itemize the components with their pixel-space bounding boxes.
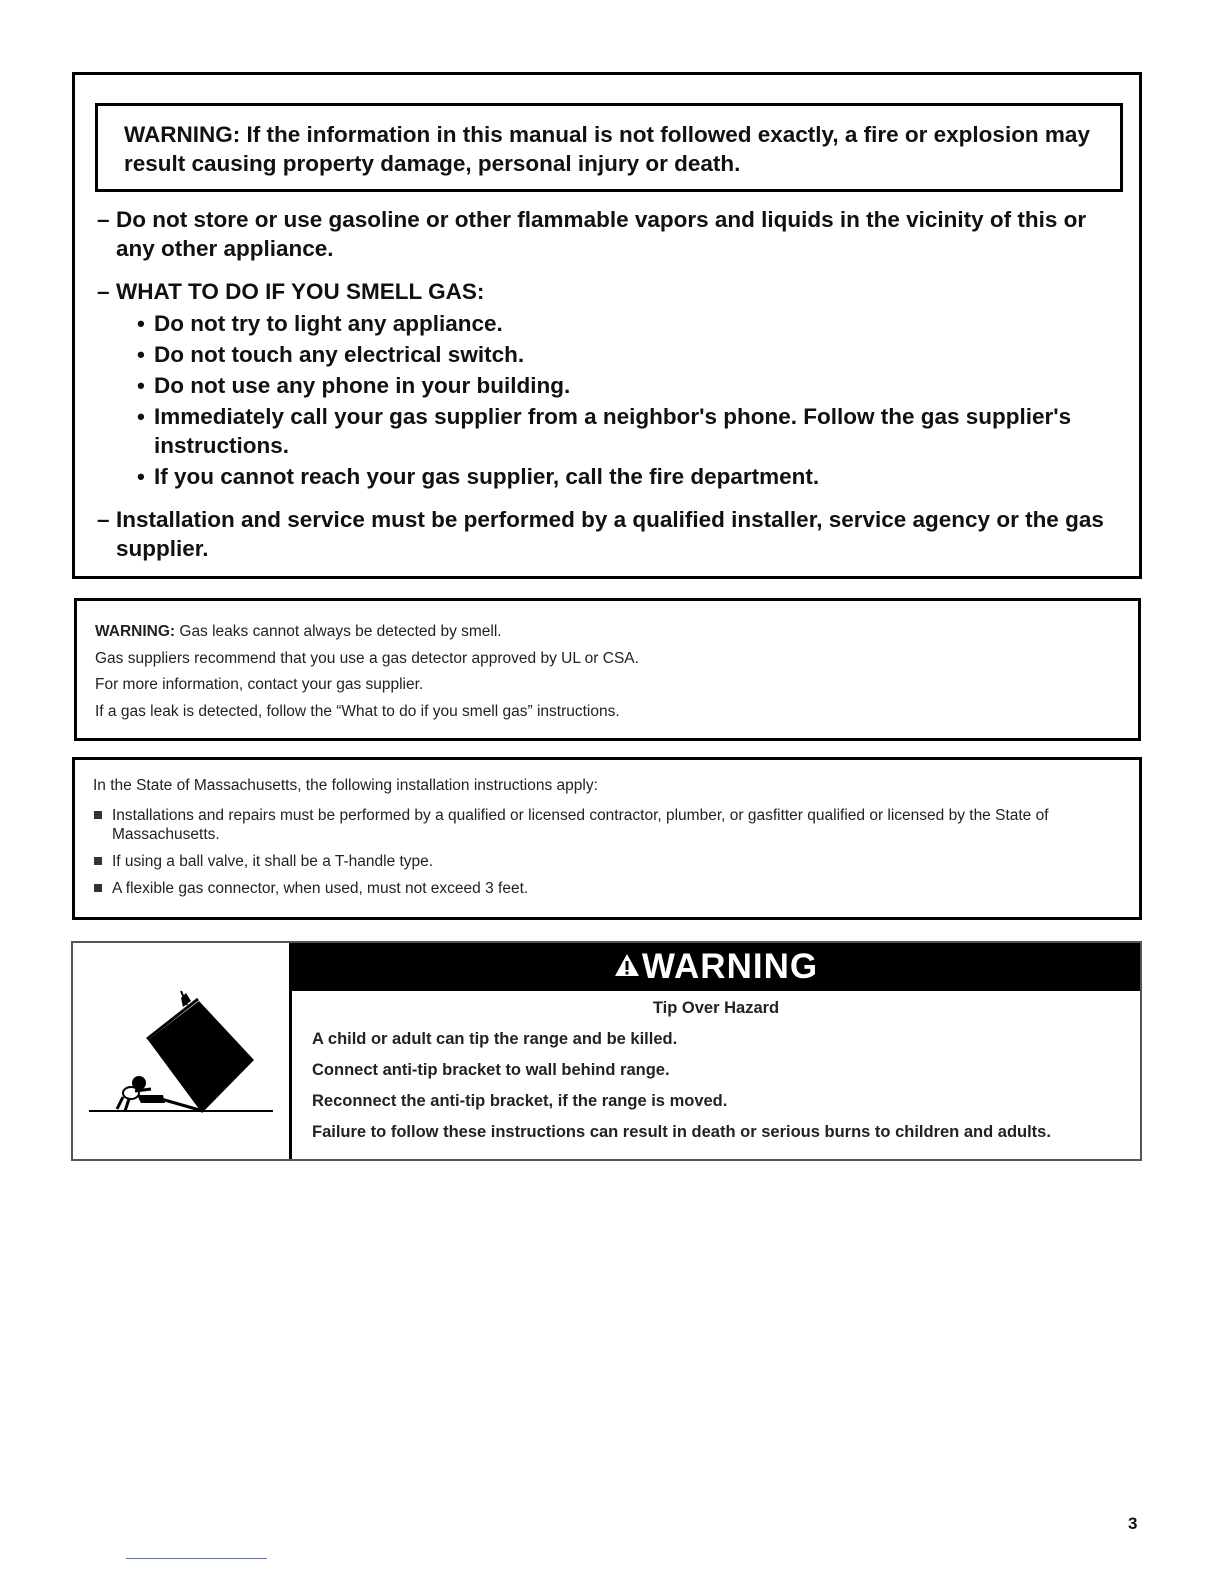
gas-step-text: Do not use any phone in your building. xyxy=(154,373,571,398)
warning-item-smell-gas xyxy=(97,277,1127,491)
gas-step xyxy=(116,340,1127,369)
square-bullet-icon xyxy=(94,884,102,892)
gas-step-text: Do not touch any electrical switch. xyxy=(154,342,525,367)
warning-item-text: Do not store or use gasoline or other flammable vapors and liquids in the vicinity of this or any other appliance. xyxy=(116,207,1087,261)
gas-step xyxy=(116,371,1127,400)
tip-over-line: Connect anti-tip bracket to wall behind range. xyxy=(312,1061,670,1079)
tip-over-line: Failure to follow these instructions can result in death or serious burns to children and adults. xyxy=(312,1123,1051,1141)
gas-step xyxy=(116,309,1127,338)
massachusetts-item xyxy=(93,852,1122,871)
gas-leak-label: WARNING: xyxy=(95,623,176,640)
gas-step xyxy=(116,402,1127,460)
square-bullet-icon xyxy=(94,857,102,865)
dash-marker: – xyxy=(97,207,110,232)
gas-leak-notice-box xyxy=(74,598,1141,741)
tip-over-illustration xyxy=(73,943,289,1159)
main-warning-header: WARNING: If the information in this manual is not followed exactly, a fire or explosion may result causing property damage, personal injury or death. xyxy=(95,103,1123,192)
main-warning-box xyxy=(72,72,1142,579)
page-number: 3 xyxy=(1128,1514,1138,1533)
square-bullet-icon xyxy=(94,811,102,819)
tip-over-lines xyxy=(312,1029,1132,1153)
tip-over-text-panel xyxy=(292,943,1140,1159)
gas-leak-first-line: Gas leaks cannot always be detected by smell. xyxy=(175,623,502,640)
massachusetts-box xyxy=(72,757,1142,920)
bullet-marker: • xyxy=(137,342,145,367)
gas-leak-line: Gas suppliers recommend that you use a gas detector approved by UL or CSA. xyxy=(95,649,639,667)
footer-link-underline[interactable] xyxy=(126,1558,267,1559)
warning-item-text: WHAT TO DO IF YOU SMELL GAS: xyxy=(116,279,485,304)
gas-step-text: Do not try to light any appliance. xyxy=(154,311,503,336)
massachusetts-item-text: Installations and repairs must be performed by a qualified or licensed contractor, plumber, or gasfitter qualified or licensed by the State of Massachusetts. xyxy=(112,807,1049,843)
gas-leak-line xyxy=(95,619,1138,646)
massachusetts-intro: In the State of Massachusetts, the following installation instructions apply: xyxy=(93,777,598,794)
gas-leak-line: For more information, contact your gas supplier. xyxy=(95,676,424,693)
massachusetts-item xyxy=(93,806,1122,844)
tip-over-line: Reconnect the anti-tip bracket, if the range is moved. xyxy=(312,1092,728,1110)
tipping-range-icon xyxy=(73,943,289,1159)
gas-steps-list xyxy=(116,309,1127,491)
warning-item-flammables xyxy=(97,205,1127,263)
tip-over-warning-box xyxy=(71,941,1142,1161)
warning-item-installation xyxy=(97,505,1127,563)
bullet-marker: • xyxy=(137,464,145,489)
bullet-marker: • xyxy=(137,311,145,336)
main-warning-body xyxy=(97,205,1127,577)
warning-triangle-icon xyxy=(614,942,640,990)
warning-item-text: Installation and service must be performed by a qualified installer, service agency or the gas supplier. xyxy=(116,507,1104,561)
dash-marker: – xyxy=(97,507,110,532)
massachusetts-item-text: A flexible gas connector, when used, must not exceed 3 feet. xyxy=(112,880,529,897)
gas-step xyxy=(116,462,1127,491)
massachusetts-item-text: If using a ball valve, it shall be a T-handle type. xyxy=(112,853,434,870)
bullet-marker: • xyxy=(137,373,145,398)
gas-step-text: If you cannot reach your gas supplier, call the fire department. xyxy=(154,464,820,489)
gas-leak-line: If a gas leak is detected, follow the “What to do if you smell gas” instructions. xyxy=(95,702,620,720)
gas-step-text: Immediately call your gas supplier from a neighbor's phone. Follow the gas supplier's instructions. xyxy=(154,404,1072,458)
warning-banner-text: WARNING xyxy=(641,947,819,986)
bullet-marker: • xyxy=(137,404,145,429)
tip-over-line: A child or adult can tip the range and be killed. xyxy=(312,1030,678,1048)
massachusetts-item xyxy=(93,879,1122,898)
dash-marker: – xyxy=(97,279,110,304)
tip-over-title: Tip Over Hazard xyxy=(652,999,780,1017)
warning-banner xyxy=(292,943,1140,991)
